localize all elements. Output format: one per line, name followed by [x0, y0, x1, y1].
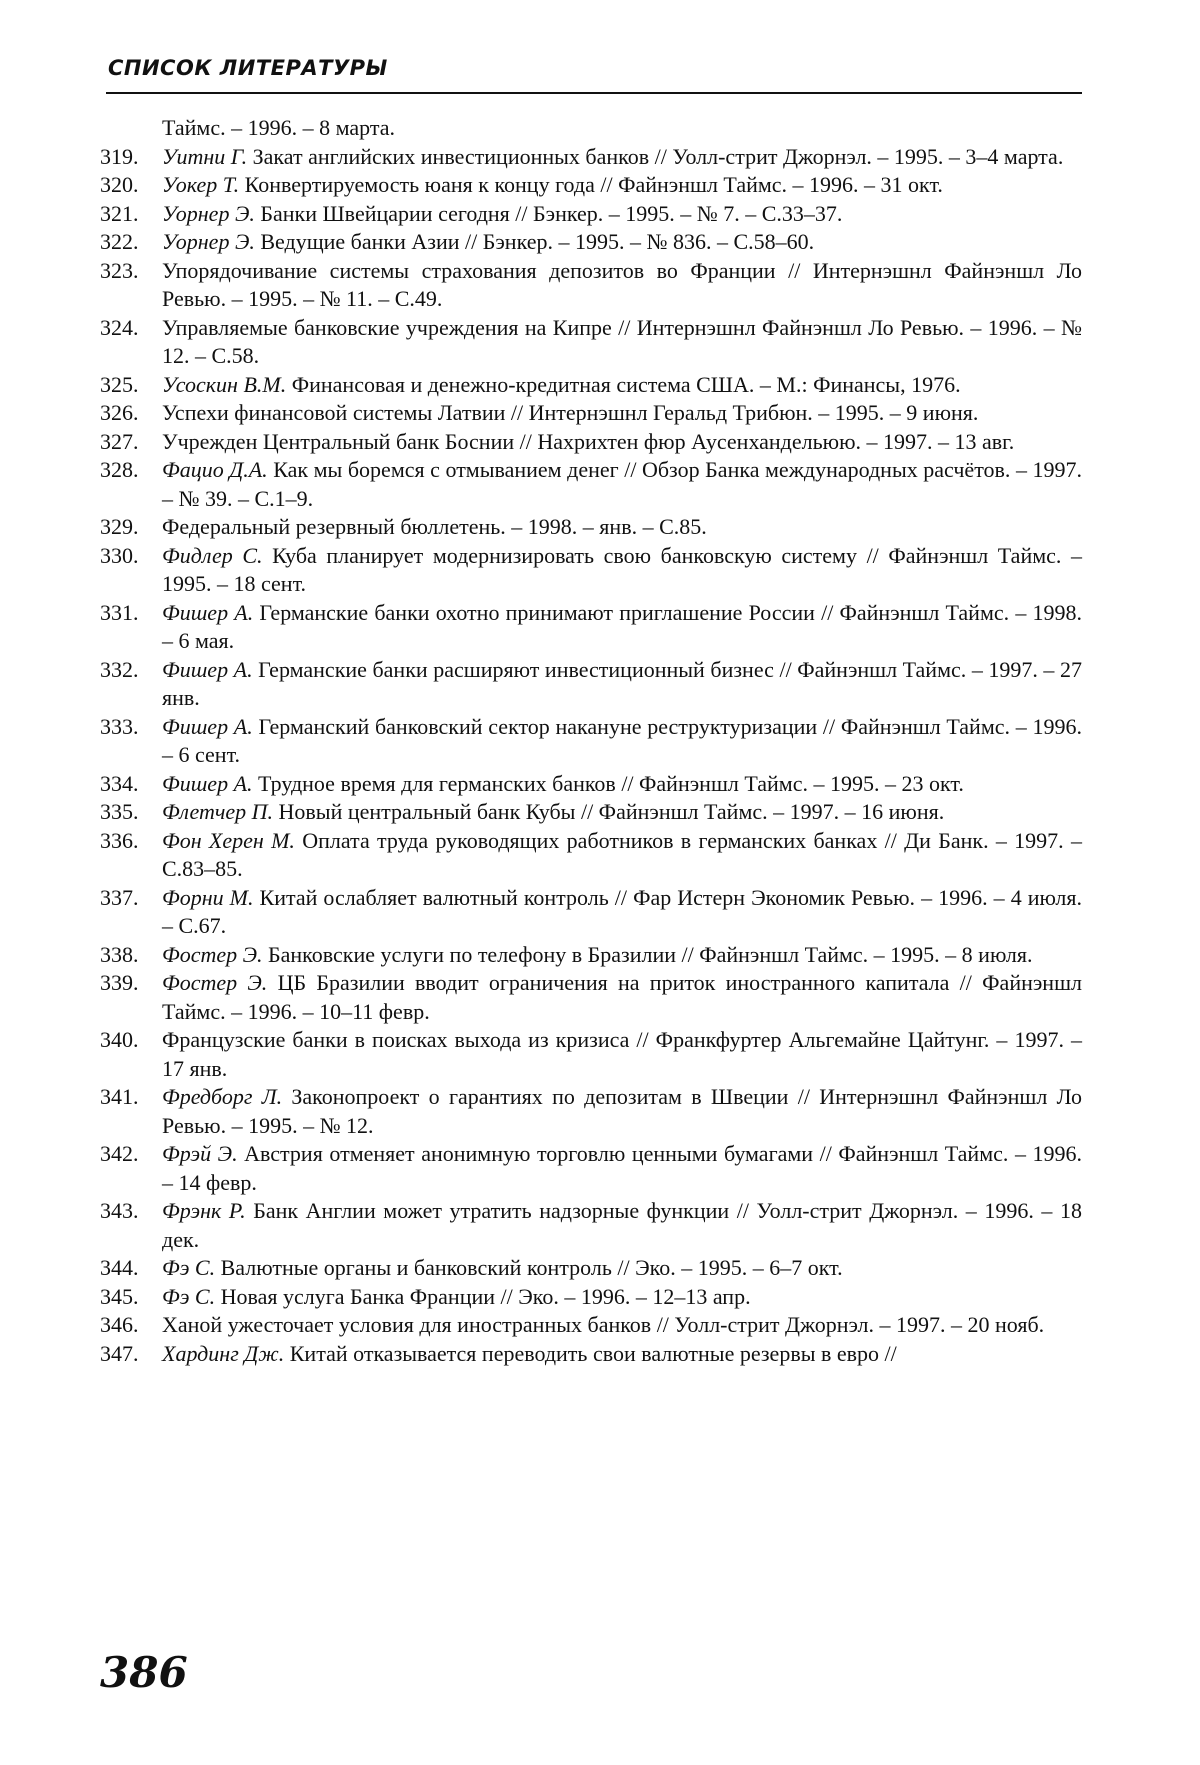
reference-entry [100, 713, 1082, 770]
reference-entry [100, 884, 1082, 941]
reference-entry [100, 542, 1082, 599]
entry-author: Фредборг Л. [162, 1084, 283, 1109]
entry-author: Фрэй Э. [162, 1141, 238, 1166]
entry-author: Фрэнк Р. [162, 1198, 246, 1223]
entry-body [162, 542, 1082, 599]
entry-author: Уитни Г. [162, 143, 248, 169]
entry-number: 345. [100, 1283, 139, 1309]
entry-number: 319. [100, 143, 139, 169]
entry-author: Фостер Э. [162, 941, 263, 967]
entry-text: Законопроект о гарантиях по депозитам в Швеции // Интернэшнл Файнэншл Ло Ревью. – 1995. – № 12. [162, 1084, 1082, 1138]
reference-entry [100, 656, 1082, 713]
entry-text: Конвертируемость юаня к концу года // Файнэншл Таймс. – 1996. – 31 окт. [239, 172, 943, 197]
reference-entry [100, 1140, 1082, 1197]
entry-number: 346. [100, 1312, 139, 1337]
reference-entry [100, 371, 1082, 400]
entry-author: Хардинг Дж. [162, 1340, 285, 1366]
entry-number: 334. [100, 770, 139, 796]
entry-number: 343. [100, 1198, 139, 1223]
entry-text: Ханой ужесточает условия для иностранных банков // Уолл-стрит Джорнэл. – 1997. – 20 нояб. [162, 1312, 1045, 1337]
reference-entry [100, 428, 1082, 457]
reference-entry [100, 827, 1082, 884]
entry-body [162, 513, 1082, 542]
entry-author: Флетчер П. [162, 799, 274, 824]
entry-number: 324. [100, 314, 139, 340]
reference-entry [100, 314, 1082, 371]
reference-entry [100, 171, 1082, 200]
entry-number: 340. [100, 1027, 139, 1052]
reference-entry [100, 941, 1082, 970]
entry-number: 326. [100, 400, 139, 425]
entry-body [162, 1340, 1082, 1369]
reference-entry [100, 798, 1082, 827]
entry-text: Банки Швейцарии сегодня // Бэнкер. – 1995. – № 7. – С.33–37. [254, 200, 843, 226]
entry-text: Германские банки охотно принимают приглашение России // Файнэншл Таймс. – 1998. – 6 мая. [162, 599, 1082, 653]
entry-body [162, 399, 1082, 428]
entry-body [162, 171, 1082, 200]
entry-number: 321. [100, 200, 139, 226]
entry-body [162, 941, 1082, 970]
entry-body [162, 456, 1082, 513]
continued-entry: Таймс. – 1996. – 8 марта. [162, 115, 396, 140]
reference-entry [100, 1083, 1082, 1140]
entry-number: 347. [100, 1340, 139, 1366]
reference-entry [100, 1283, 1082, 1312]
reference-entry [100, 1254, 1082, 1283]
entry-number: 344. [100, 1255, 139, 1280]
entry-body [162, 314, 1082, 371]
entry-body [162, 1026, 1082, 1083]
entry-text: Китай ослабляет валютный контроль // Фар Истерн Экономик Ревью. – 1996. – 4 июля. – С.67. [162, 884, 1083, 938]
entry-body [162, 1197, 1082, 1254]
entry-number: 338. [100, 941, 139, 967]
entry-text: ЦБ Бразилии вводит ограничения на приток иностранного капитала // Файнэншл Таймс. – 1996. – 10–11 февр. [162, 970, 1083, 1024]
entry-body [162, 1083, 1082, 1140]
entry-number: 323. [100, 257, 139, 283]
entry-text: Французские банки в поисках выхода из кризиса // Франкфуртер Альгемайне Цайтунг. – 1997. – 17 янв. [162, 1027, 1082, 1081]
entry-text: Управляемые банковские учреждения на Кипре // Интернэшнл Файнэншл Ло Ревью. – 1996. – № 12. – С.58. [162, 314, 1082, 368]
entry-number: 341. [100, 1084, 139, 1109]
entry-number: 322. [100, 229, 139, 254]
entry-text: Ведущие банки Азии // Бэнкер. – 1995. – № 836. – С.58–60. [254, 229, 815, 254]
entry-body [162, 257, 1082, 314]
entry-body [162, 428, 1082, 457]
entry-number: 336. [100, 827, 139, 853]
entry-body [162, 969, 1082, 1026]
entry-body [162, 200, 1082, 229]
reference-entry [100, 1311, 1082, 1340]
entry-author: Фостер Э. [162, 970, 268, 995]
reference-entry [100, 456, 1082, 513]
entry-author: Фишер А. [162, 713, 253, 739]
entry-number: 332. [100, 656, 139, 682]
entry-author: Уорнер Э. [162, 229, 255, 254]
reference-list [100, 114, 1082, 1368]
entry-number: 331. [100, 599, 139, 625]
reference-entry [100, 1026, 1082, 1083]
reference-entry [100, 257, 1082, 314]
entry-author: Усоскин В.М. [162, 371, 287, 397]
entry-text: Как мы боремся с отмыванием денег // Обзор Банка международных расчётов. – 1997. – № 39. – С.1–9. [162, 457, 1082, 511]
entry-author: Фэ С. [162, 1255, 216, 1280]
entry-text: Китай отказывается переводить свои валютные резервы в евро // [284, 1340, 897, 1366]
entry-text: Австрия отменяет анонимную торговлю ценными бумагами // Файнэншл Таймс. – 1996. – 14 февр. [162, 1141, 1083, 1195]
entry-body [162, 884, 1082, 941]
entry-body [162, 827, 1082, 884]
entry-body [162, 713, 1082, 770]
entry-author: Фишер А. [162, 656, 253, 682]
entry-body [162, 770, 1082, 799]
entry-author: Форни М. [162, 884, 254, 910]
entry-text: Банковские услуги по телефону в Бразилии // Файнэншл Таймс. – 1995. – 8 июля. [262, 941, 1033, 967]
header-rule [106, 92, 1082, 94]
entry-number: 325. [100, 371, 139, 397]
entries-container [100, 143, 1082, 1369]
entry-author: Фацио Д.А. [162, 457, 268, 482]
reference-entry [100, 399, 1082, 428]
entry-text: Валютные органы и банковский контроль // Эко. – 1995. – 6–7 окт. [215, 1255, 843, 1280]
entry-text: Германский банковский сектор накануне реструктуризации // Файнэншл Таймс. – 1996. – 6 сент. [162, 713, 1082, 767]
reference-entry [100, 770, 1082, 799]
reference-entry [100, 200, 1082, 229]
entry-number: 329. [100, 514, 139, 539]
reference-entry [100, 143, 1082, 172]
entry-number: 320. [100, 172, 139, 197]
entry-text: Новая услуга Банка Франции // Эко. – 1996. – 12–13 апр. [215, 1283, 751, 1309]
entry-author: Фишер А. [162, 770, 253, 796]
entry-text: Куба планирует модернизировать свою банковскую систему // Файнэншл Таймс. – 1995. – 18 сент. [162, 542, 1083, 596]
reference-entry [100, 228, 1082, 257]
entry-author: Фишер А. [162, 599, 254, 625]
reference-entry [100, 599, 1082, 656]
entry-text: Банк Англии может утратить надзорные функции // Уолл-стрит Джорнэл. – 1996. – 18 дек. [162, 1198, 1082, 1252]
entry-body [162, 656, 1082, 713]
reference-entry [100, 1197, 1082, 1254]
reference-entry [100, 1340, 1082, 1369]
entry-author: Фон Херен М. [162, 827, 295, 853]
entry-number: 330. [100, 542, 139, 568]
entry-body [162, 798, 1082, 827]
entry-text: Трудное время для германских банков // Файнэншл Таймс. – 1995. – 23 окт. [252, 770, 964, 796]
entry-number: 342. [100, 1141, 139, 1166]
entry-number: 328. [100, 457, 139, 482]
reference-entry [100, 969, 1082, 1026]
entry-author: Фидлер С. [162, 542, 263, 568]
entry-body [162, 371, 1082, 400]
entry-number: 335. [100, 799, 139, 824]
entry-number: 339. [100, 970, 139, 995]
running-title: СПИСОК ЛИТЕРАТУРЫ [108, 56, 388, 80]
entry-body [162, 143, 1082, 172]
entry-text: Успехи финансовой системы Латвии // Интернэшнл Геральд Трибюн. – 1995. – 9 июня. [162, 400, 979, 425]
entry-number: 333. [100, 713, 139, 739]
entry-text: Финансовая и денежно-кредитная система США. – М.: Финансы, 1976. [286, 371, 961, 397]
entry-body [162, 1254, 1082, 1283]
entry-author: Уокер Т. [162, 172, 240, 197]
entry-body [162, 1140, 1082, 1197]
entry-text: Учрежден Центральный банк Боснии // Нахрихтен фюр Аусенхандельюю. – 1997. – 13 авг. [162, 428, 1015, 454]
entry-text: Упорядочивание системы страхования депозитов во Франции // Интернэшнл Файнэншл Ло Ревью. – 1995. – № 11. – С.49. [162, 257, 1082, 311]
entry-body [162, 599, 1082, 656]
entry-text: Оплата труда руководящих работников в германских банках // Ди Банк. – 1997. – С.83–85. [162, 827, 1082, 881]
entry-body [162, 1283, 1082, 1312]
entry-text: Закат английских инвестиционных банков // Уолл-стрит Джорнэл. – 1995. – 3–4 марта. [247, 143, 1064, 169]
entry-author: Фэ С. [162, 1283, 216, 1309]
entry-text: Германские банки расширяют инвестиционный бизнес // Файнэншл Таймс. – 1997. – 27 янв. [162, 656, 1082, 710]
entry-number: 337. [100, 884, 139, 910]
entry-author: Уорнер Э. [162, 200, 255, 226]
entry-body [162, 228, 1082, 257]
entry-text: Новый центральный банк Кубы // Файнэншл Таймс. – 1997. – 16 июня. [273, 799, 945, 824]
page-number: 386 [100, 1648, 188, 1697]
entry-body [162, 1311, 1082, 1340]
reference-entry [100, 513, 1082, 542]
entry-number: 327. [100, 428, 139, 454]
entry-text: Федеральный резервный бюллетень. – 1998. – янв. – С.85. [162, 514, 707, 539]
